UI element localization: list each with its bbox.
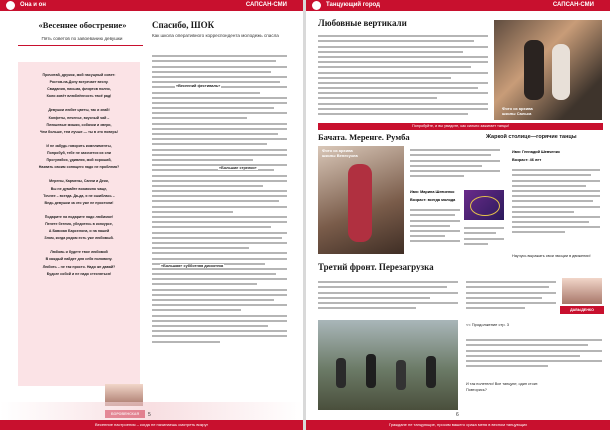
photo-caption-2: Фото из архива школы Венесуэла (322, 148, 358, 158)
person-silhouette (396, 360, 406, 390)
poem-line: Любить – не так просто. Надо же давай? (42, 264, 116, 269)
left-page (0, 0, 303, 430)
article2-subtitle: Как школа оперативного корреспондента молодежь спасла (152, 33, 279, 38)
poem-line (18, 171, 140, 178)
poem-line: А Бавская Барселона, и на нашей (48, 229, 110, 234)
poem-line: Пенете бегемо, убедитесь в конкурсе, (45, 221, 113, 226)
person-silhouette (426, 356, 436, 388)
poster-text (464, 224, 504, 254)
dancer-silhouette (524, 40, 544, 100)
left-footer: Весенние настроения – когда не начинаешь смотреть вокруг (0, 420, 303, 430)
poem-line: Подарите на подарите надо любимое! (44, 214, 114, 219)
flashmob-photo (318, 320, 458, 410)
right-page (306, 0, 610, 430)
left-header-brand: САПСАН-СМИ (245, 2, 287, 8)
logo-icon (6, 1, 15, 10)
side-title: Жаркой столице—горячие танцы (486, 134, 577, 140)
right-article1-title: Любовные вертикали (318, 18, 407, 28)
profile2-age: Возраст: 46 лет (512, 158, 542, 162)
poem-line: Прочитай, дружок, мой насущный совет: (42, 73, 116, 77)
right-header-brand: САПСАН-СМИ (552, 2, 594, 8)
left-page-number: 5 (148, 412, 151, 418)
poem-line: Прогуляйся, удивляя, мой хороший, (46, 158, 112, 163)
poem-lines (18, 62, 140, 278)
profile2-body (512, 166, 600, 254)
poem-line: Ведь девушки за это уже не простили! (44, 200, 114, 205)
poem-line: Злом, когда рядом есть уже любимый. (44, 236, 114, 241)
poster-emblem (470, 196, 500, 216)
poem-line: Плюшевые мишки, собачки и звери, (46, 122, 112, 127)
dancer-silhouette (348, 164, 372, 242)
person-silhouette (336, 358, 346, 388)
poem-line (18, 100, 140, 107)
right-article3-title: Третий фронт. Перезагрузка (318, 262, 434, 272)
article1-title: «Весеннее обострение» (38, 20, 127, 30)
article1-subtitle: Пять советов по завоеванию девушки (41, 36, 123, 41)
right-article2-footer: Научусь выражать свои эмоции в движении! (512, 254, 591, 258)
right-footer: Граждане не танцующие, просим вашего срака меня в весном танцующих (306, 420, 610, 430)
right-article1-body (318, 32, 488, 120)
profile1-age: Возраст: всегда молода (410, 198, 456, 202)
logo-icon (312, 1, 321, 10)
poem-line: Попробуй, тебе не захочется их спи (47, 151, 111, 156)
poem-box (18, 62, 140, 386)
article2-body (152, 52, 287, 392)
event-poster (464, 190, 504, 220)
person-silhouette (366, 354, 376, 388)
poem-line: Назвать своим сопящего надо не проблема? (38, 165, 120, 170)
poem-line (18, 207, 140, 214)
highlight-3: «Большая» субботняя дискотека (161, 264, 224, 268)
profile1-body (410, 206, 460, 254)
dance-photo-1 (494, 20, 602, 120)
right-page-number: 6 (456, 412, 459, 418)
left-section-title: Она и он (20, 2, 46, 8)
poem-line: Ростов-на-Дону встречает весну. (49, 80, 109, 85)
footer-decoration (0, 402, 303, 420)
left-header-bar (0, 0, 303, 11)
continuation-note: << Продолжение стр. 3 (466, 322, 510, 327)
poem-line: Точнее – всегда. Да-да, я не ошиблась – (43, 193, 115, 198)
highlight-1: «Весенний фестиваль» (176, 84, 221, 88)
poem-line: Девушки любят цветы, так и знай! (48, 108, 110, 113)
author-badge: ДАВЫДЕНКО (560, 306, 604, 314)
poem-line: Конфеты, печенье, вкусный чай – (48, 115, 110, 120)
poem-line: И не забудь говорить комплименты, (46, 143, 112, 148)
closing-lines: И так полетели! Все танцуют, один стоит. Повторись? (466, 382, 539, 392)
right-article3-body (466, 278, 556, 318)
dancer-silhouette (552, 44, 570, 100)
poem-line (18, 242, 140, 249)
highlight-2: «Большие стрелки» (219, 166, 257, 170)
poem-line: Мерены, Кармены, Санни и Деки, (49, 179, 109, 184)
right-article3-body-2 (466, 336, 602, 376)
divider (18, 45, 143, 46)
author-photo (562, 278, 602, 304)
poem-line: Будьте собой и не надо стесняться! (46, 271, 112, 276)
right-article3-intro (318, 278, 458, 318)
photo-caption-1: Фото из архива школы Сальса (502, 106, 533, 116)
right-header-bar (306, 0, 610, 11)
profile1-name: Имя: Марина Шевченко (410, 190, 455, 194)
poem-line: Чем больше, тем лучше — ты в это поверь! (39, 129, 119, 134)
right-article2-title: Бачата. Меренге. Румба (318, 132, 410, 142)
article2-title: Спасибо, ШОК (152, 20, 215, 30)
dance-photo-2 (318, 146, 404, 254)
right-article1-highlight: Попробуйте, и вы увидите, как сильно зажигает танцы! (318, 123, 603, 130)
poem-line: Любовь и будете твое любимой (50, 250, 108, 255)
poem-line: Свидания, письма, флиртов полно, (47, 87, 111, 92)
poem-line: Коли зовёт влюблённость твоё рад! (46, 94, 112, 99)
right-section-title: Танцующий город (326, 2, 380, 8)
right-article2-intro (410, 146, 500, 186)
poem-line: В каждый найдет для себя половину. (45, 257, 113, 262)
profile2-name: Имя: Геннадий Шевченко (512, 150, 560, 154)
poem-line (18, 136, 140, 143)
poem-line: Вы не думайте возможно чаще, (50, 186, 108, 191)
